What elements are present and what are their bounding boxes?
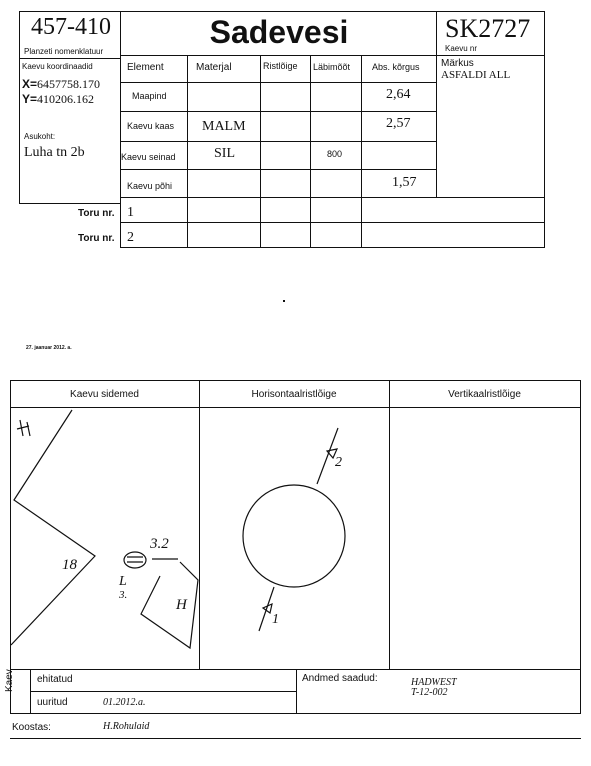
header-ristloige: Ristlõige xyxy=(263,61,298,71)
header-materjal: Materjal xyxy=(196,62,232,73)
coord-label: Kaevu koordinaadid xyxy=(22,62,93,71)
row-maapind-element: Maapind xyxy=(132,91,167,101)
composed-value: H.Rohulaid xyxy=(103,721,150,732)
sketch-h-2: H xyxy=(176,597,187,613)
remarks-value: ASFALDI ALL xyxy=(441,69,511,81)
sketch-m-mark: 3. xyxy=(119,589,128,601)
row-seinad-materjal: SIL xyxy=(214,146,235,161)
pipe-label-2-sketch: 2 xyxy=(335,455,342,470)
sketch-num-18: 18 xyxy=(62,557,77,573)
remarks-label: Märkus xyxy=(441,58,474,69)
pipe-label-1: Toru nr. xyxy=(78,208,115,219)
nomenclature-code: 457-410 xyxy=(31,14,111,40)
row-seinad-labimoot: 800 xyxy=(327,149,343,159)
sketch-num-32: 3.2 xyxy=(150,536,169,552)
date-note: 27. jaanuar 2012. a. xyxy=(26,345,72,351)
side-label-kaev: Kaev xyxy=(4,669,15,692)
data-from-value-2: T-12-002 xyxy=(411,687,448,698)
document-title: Sadevesi xyxy=(209,14,349,50)
built-label: ehitatud xyxy=(37,674,73,685)
coord-x-value: 6457758.170 xyxy=(37,77,101,91)
coord-x-label: X= xyxy=(22,77,38,91)
row-maapind-korgus: 2,64 xyxy=(386,87,411,102)
sketch-l-mark: L xyxy=(119,574,127,589)
surveyed-value: 01.2012.a. xyxy=(103,697,146,708)
well-id-label: Kaevu nr xyxy=(445,44,478,53)
composed-label: Koostas: xyxy=(12,722,51,733)
location-value: Luha tn 2b xyxy=(24,145,85,160)
nomenclature-label: Planzeti nomenklatuur xyxy=(24,47,104,56)
pipe-label-1-sketch: 1 xyxy=(272,612,279,627)
section-vertical: Vertikaalristlõige xyxy=(448,389,521,400)
row-kaas-korgus: 2,57 xyxy=(386,116,411,131)
location-label: Asukoht: xyxy=(24,132,56,141)
surveyed-label: uuritud xyxy=(37,697,68,708)
data-from-value-1: HADWEST xyxy=(411,677,457,688)
row-seinad-element: Kaevu seinad xyxy=(121,152,176,162)
header-labimoot: Läbimõõt xyxy=(313,62,351,72)
coord-y-value: 410206.162 xyxy=(37,92,95,106)
row-pohi-element: Kaevu põhi xyxy=(127,181,173,191)
section-connections: Kaevu sidemed xyxy=(70,389,139,400)
header-korgus: Abs. kõrgus xyxy=(372,62,420,72)
header-element: Element xyxy=(127,62,164,73)
row-pohi-korgus: 1,57 xyxy=(392,175,417,190)
section-horizontal: Horisontaalristlõige xyxy=(251,389,337,400)
data-from-label: Andmed saadud: xyxy=(302,673,378,684)
well-id: SK2727 xyxy=(445,14,531,43)
pipe-number-2: 2 xyxy=(127,230,134,245)
coord-y-label: Y= xyxy=(22,92,38,106)
row-kaas-element: Kaevu kaas xyxy=(127,121,175,131)
pipe-number-1: 1 xyxy=(127,205,134,220)
row-kaas-materjal: MALM xyxy=(202,119,246,134)
pipe-label-2: Toru nr. xyxy=(78,233,115,244)
